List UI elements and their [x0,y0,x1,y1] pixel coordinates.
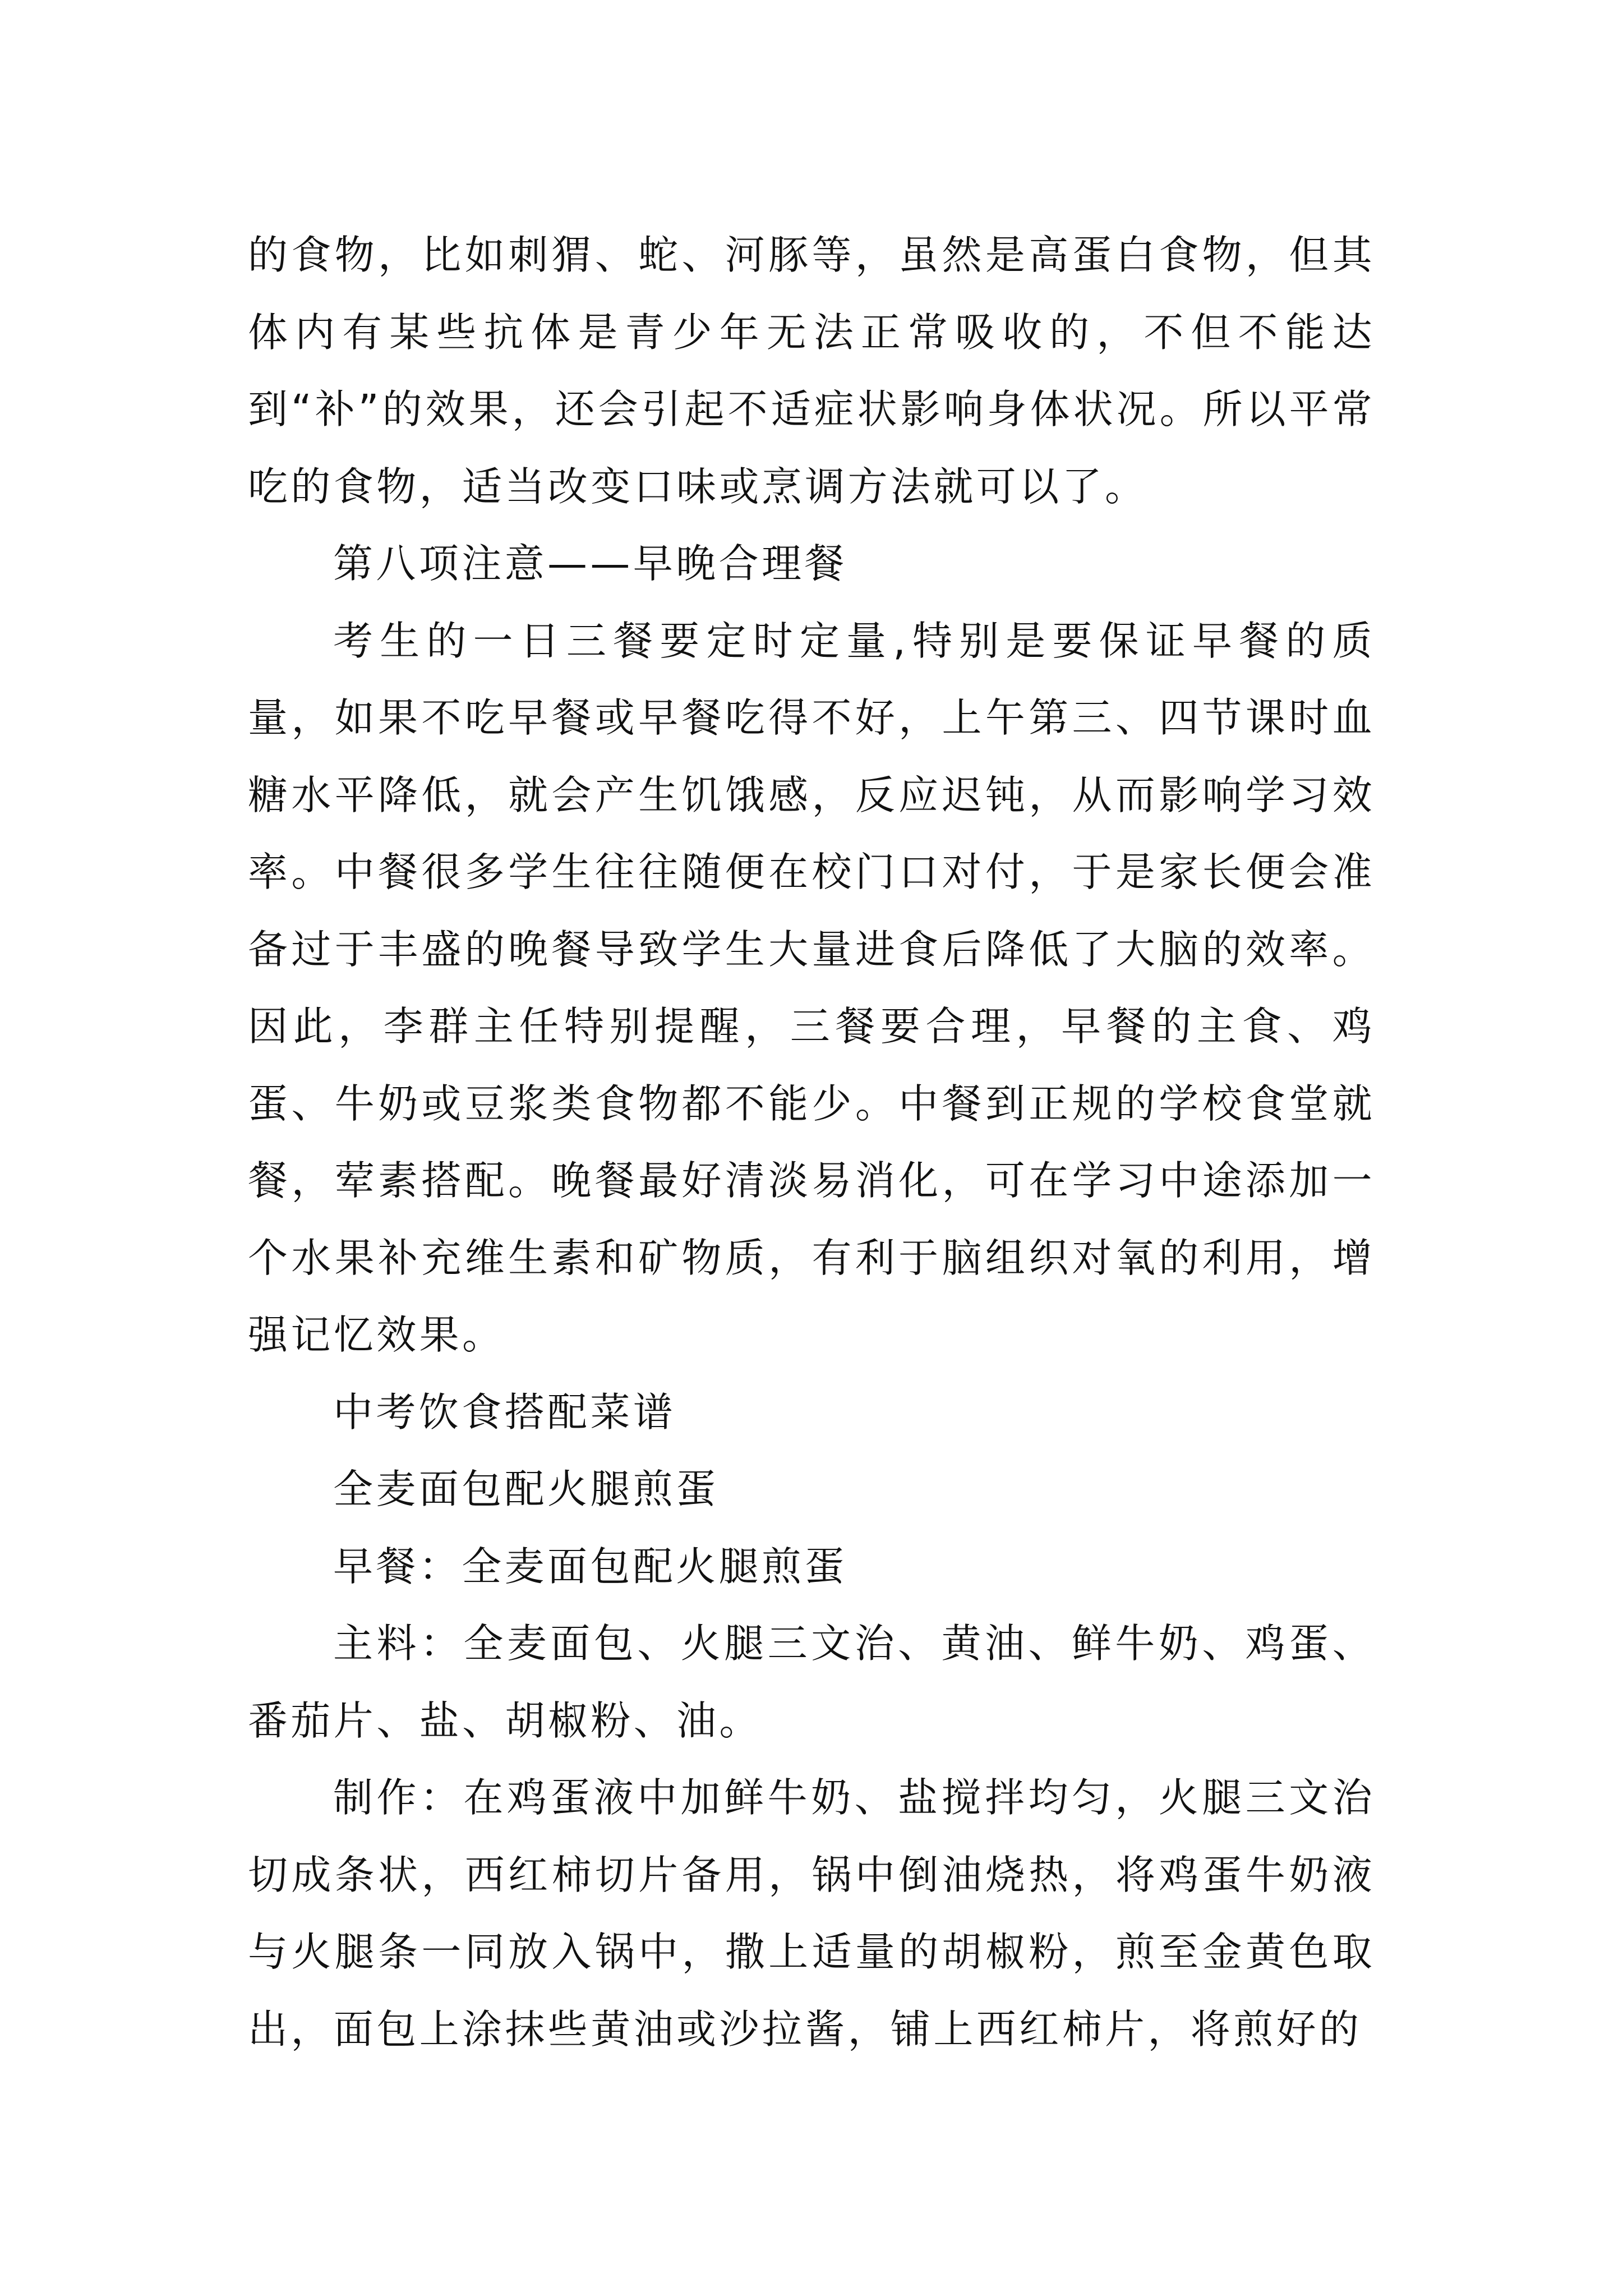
section-heading-eighth-note: 第八项注意——早晚合理餐 [333,540,847,587]
paragraph-continuation: 的食物，比如刺猬、蛇、河豚等，虽然是高蛋白食物，但其体内有某些抗体是青少年无法正常吸收的，不但不能达到“补”的效果，还会引起不适症状影响身体状况。所以平常吃的食物，适当改变口味或烹调方法就可以了。 [248,232,1375,510]
recipe-title: 全麦面包配火腿煎蛋 [333,1466,719,1512]
document-body [248,217,1375,2068]
paragraph-meals: 考生的一日三餐要定时定量,特别是要保证早餐的质量，如果不吃早餐或早餐吃得不好，上午第三、四节课时血糖水平降低，就会产生饥饿感，反应迟钝，从而影响学习效率。中餐很多学生往往随便在校门口对付，于是家长便会准备过于丰盛的晚餐导致学生大量进食后降低了大脑的效率。因此，李群主任特别提醒，三餐要合理，早餐的主食、鸡蛋、牛奶或豆浆类食物都不能少。中餐到正规的学校食堂就餐，荤素搭配。晚餐最好清淡易消化，可在学习中途添加一个水果补充维生素和矿物质，有利于脑组织对氧的利用，增强记忆效果。 [248,617,1375,1358]
section-heading-menu: 中考饮食搭配菜谱 [333,1388,676,1435]
recipe-breakfast: 早餐：全麦面包配火腿煎蛋 [333,1543,847,1590]
recipe-ingredients: 主料：全麦面包、火腿三文治、黄油、鲜牛奶、鸡蛋、番茄片、盐、胡椒粉、油。 [248,1620,1375,1744]
recipe-steps: 制作：在鸡蛋液中加鲜牛奶、盐搅拌均匀，火腿三文治切成条状，西红柿切片备用，锅中倒油烧热，将鸡蛋牛奶液与火腿条一同放入锅中，撒上适量的胡椒粉，煎至金黄色取出，面包上涂抹些黄油或沙拉酱，铺上西红柿片，将煎好的 [248,1774,1375,2053]
